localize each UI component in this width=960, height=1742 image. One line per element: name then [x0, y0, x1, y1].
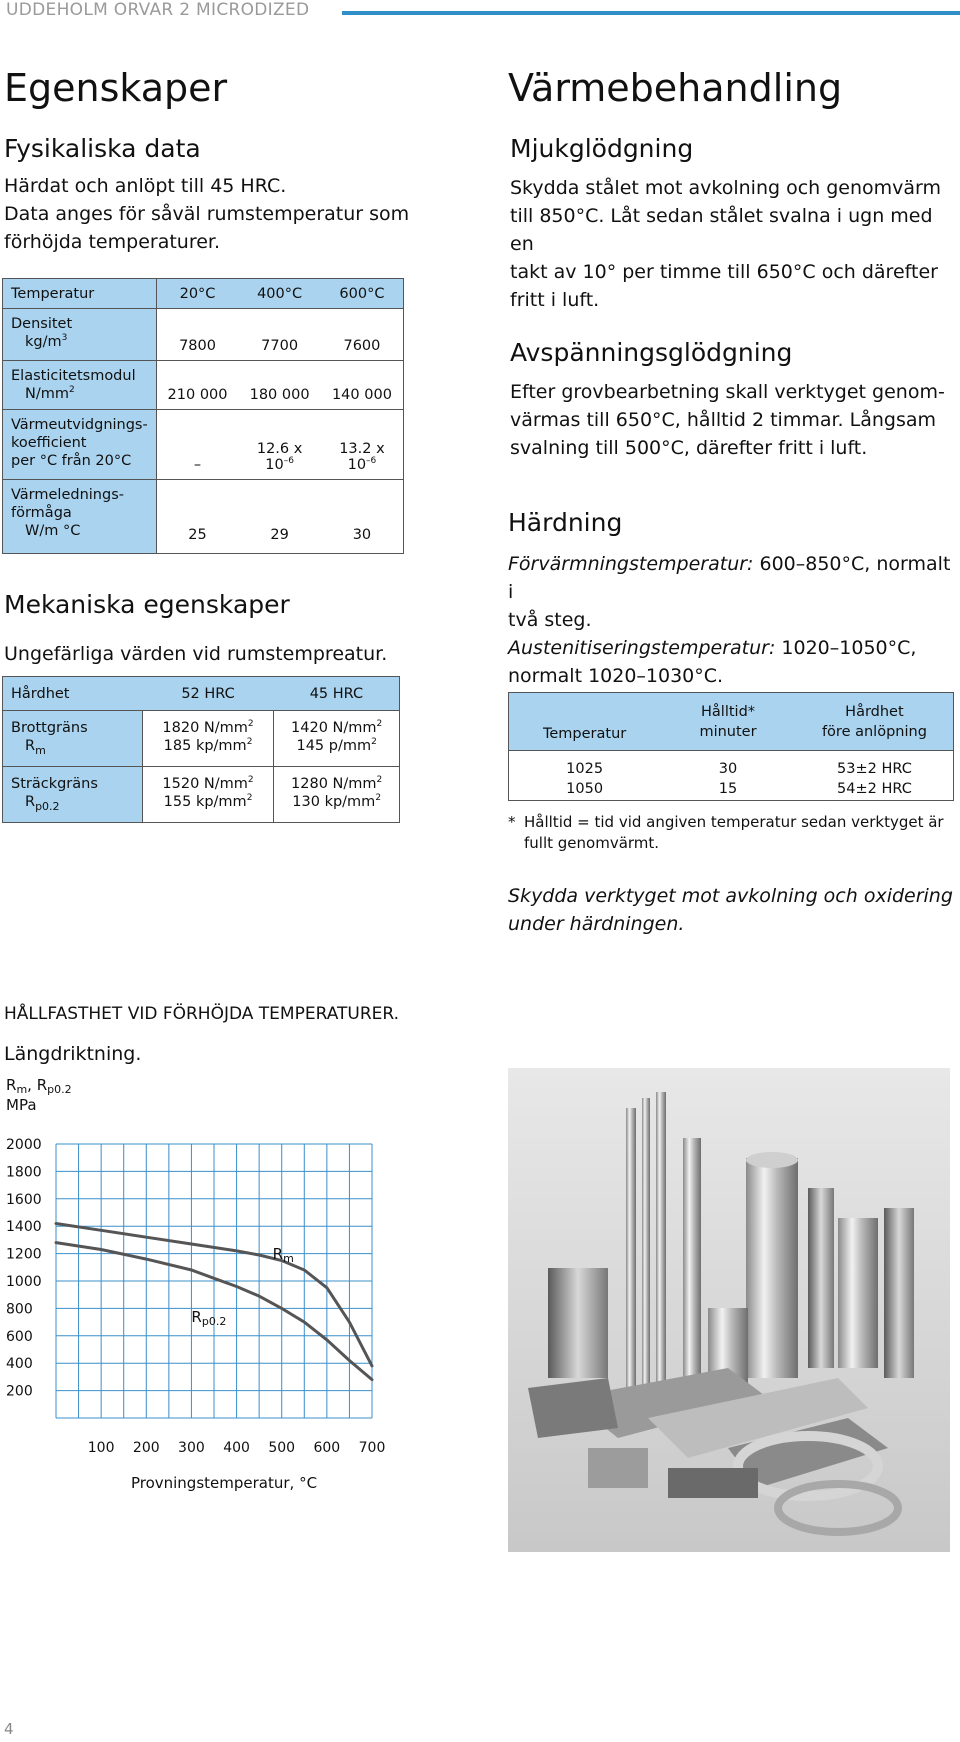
y-tick-label: 2000	[6, 1137, 42, 1153]
y-tick-label: 200	[6, 1383, 33, 1400]
strength-subtitle: Längdriktning.	[4, 1043, 142, 1065]
hardening-table	[508, 692, 954, 801]
x-tick-label: 400	[223, 1440, 250, 1456]
x-tick-label: 200	[132, 1440, 160, 1456]
x-tick-label: 100	[87, 1440, 115, 1456]
strength-title: HÅLLFASTHET VID FÖRHÖJDA TEMPERATURER.	[4, 1004, 400, 1024]
heading-physical-data: Fysikaliska data	[4, 134, 201, 163]
heading-hardening: Härdning	[508, 508, 623, 537]
physical-data-table	[2, 278, 404, 554]
y-tick-label: 1200	[6, 1246, 42, 1263]
section-heading-properties: Egenskaper	[4, 66, 228, 110]
table-row: Densitet $kg/m^3$ 7800 7700 7600	[3, 309, 404, 361]
y-tick-label: 800	[6, 1301, 33, 1318]
hardening-warning: Skydda verktyget mot avkolning och oxidering under härdningen.	[508, 885, 953, 935]
y-axis-label: $R_m$, $R_{p0.2}$	[6, 1076, 72, 1096]
physical-intro: Härdat och anlöpt till 45 HRC. Data anges för såväl rumstemperatur som förhöjda temperaturer.	[4, 175, 410, 253]
y-tick-label: 400	[6, 1356, 33, 1373]
heading-mechanical-properties: Mekaniska egenskaper	[4, 590, 290, 619]
mechanical-table	[2, 676, 400, 823]
table-header-row: Hårdhet 52 HRC 45 HRC	[3, 677, 400, 711]
x-tick-label: 300	[178, 1440, 205, 1456]
mechanical-subtitle: Ungefärliga värden vid rumstempreatur.	[4, 643, 388, 665]
x-tick-label: 700	[358, 1440, 386, 1456]
extrusion-profiles-image	[508, 1068, 950, 1552]
hardening-text: Förvärmningstemperatur: 600–850°C, normalt i två steg. Austenitiseringstemperatur: 1020–1050°C, normalt 1020–1030°C.	[508, 553, 951, 687]
y-tick-label: 1400	[6, 1219, 42, 1236]
table-row: Värmelednings- förmåga W/m °C 25 29 30	[3, 480, 404, 554]
y-tick-label: 1800	[6, 1164, 42, 1181]
table-row: Sträckgräns $R_{p0.2}$ 1520 $N/mm^2$ 155 $kp/mm^2$ 1280 $N/mm^2$ 130 $kp/mm^2$	[3, 766, 400, 822]
table-row: 1025 1050 30 15 53±2 HRC 54±2 HRC	[509, 751, 954, 801]
x-tick-label: 500	[268, 1440, 296, 1456]
table-row: Värmeutvidgnings- koefficient per °C från 20°C – 12.6 x $10^{-6}$ 13.2 x $10^{-6}$	[3, 410, 404, 480]
page-header	[0, 0, 960, 24]
y-tick-label: 1000	[6, 1274, 42, 1290]
strength-chart-svg	[0, 1070, 440, 1492]
hardening-footnote: * Hålltid = tid vid angiven temperatur sedan verktyget är fullt genomvärmt.	[508, 813, 944, 852]
heading-soft-annealing: Mjukglödgning	[510, 134, 694, 163]
table-header-row: Temperatur Hålltid* minuter Hårdhet före anlöpning	[509, 693, 954, 751]
table-row: Elasticitetsmodul $N/mm^2$ 210 000 180 000 140 000	[3, 361, 404, 410]
product-photo	[508, 1068, 950, 1552]
y-tick-label: 600	[6, 1328, 33, 1345]
table-header-row: Temperatur 20°C 400°C 600°C	[3, 279, 404, 309]
series-label: $R_{p0.2}$	[191, 1308, 227, 1329]
y-tick-label: 1600	[6, 1191, 42, 1208]
document-title: UDDEHOLM ORVAR 2 MICRODIZED	[6, 0, 310, 20]
header-rule	[342, 11, 960, 15]
stress-relieving-text: Efter grovbearbetning skall verktyget genom- värmas till 650°C, hålltid 2 timmar. Långsam svalning till 500°C, därefter fritt i luft.	[510, 381, 945, 459]
soft-annealing-text: Skydda stålet mot avkolning och genomvärm till 850°C. Låt sedan stålet svalna i ugn med en takt av 10° per timme till 650°C och därefter fritt i luft.	[510, 177, 942, 311]
y-axis-unit: MPa	[6, 1096, 37, 1114]
heading-stress-relieving: Avspänningsglödgning	[510, 338, 793, 367]
section-heading-heat-treatment: Värmebehandling	[508, 66, 843, 110]
series-label: $R_m$	[272, 1245, 294, 1266]
x-axis-label: Provningstemperatur, °C	[130, 1474, 318, 1492]
x-tick-label: 600	[313, 1440, 341, 1456]
strength-chart	[0, 1070, 440, 1492]
page-number: 4	[4, 1720, 14, 1738]
table-row: Brottgräns $R_m$ 1820 $N/mm^2$ 185 $kp/mm^2$ 1420 $N/mm^2$ 145 $p/mm^2$	[3, 711, 400, 767]
